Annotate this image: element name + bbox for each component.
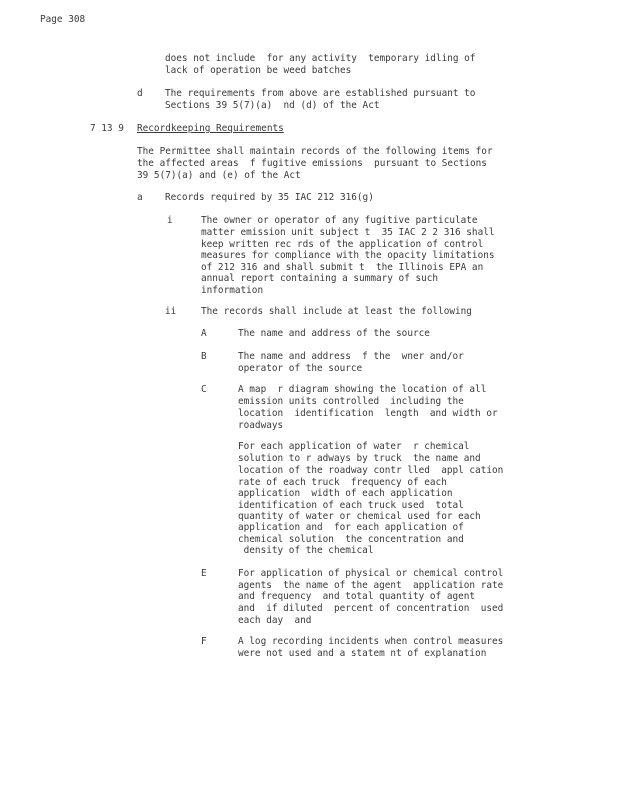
- item-i-line-1: The owner or operator of any fugitive particulate: [201, 215, 478, 226]
- section-number: 7 13 9: [90, 123, 124, 134]
- sub-b-line-1: The name and address f the wner and/or: [238, 351, 464, 362]
- sub-e-line-4: and if diluted percent of concentration used: [238, 603, 504, 614]
- sub-a-line-1: The name and address of the source: [238, 328, 430, 339]
- sub-e-line-5: each day and: [238, 615, 312, 626]
- sub-c-marker: C: [201, 384, 207, 395]
- section-intro-line-3: 39 5(7)(a) and (e) of the Act: [137, 170, 301, 181]
- sub-c-para-line-3: location of the roadway contr lled appl cation: [238, 465, 504, 476]
- sub-e-line-3: and frequency and total quantity of agent: [238, 591, 476, 602]
- item-ii-marker: ii: [165, 306, 177, 317]
- sub-f-marker: F: [201, 636, 207, 647]
- section-intro-line-2: the affected areas f fugitive emissions pursuant to Sections: [137, 158, 487, 169]
- sub-c-para-line-10: density of the chemical: [238, 545, 374, 556]
- sub-c-para-line-2: solution to r adways by truck the name and: [238, 453, 481, 464]
- sub-c-para-line-7: quantity of water or chemical used for each: [238, 511, 481, 522]
- item-i-line-5: of 212 316 and shall submit t the Illinois EPA an: [201, 262, 484, 273]
- item-d-marker: d: [137, 88, 143, 99]
- page-header: Page 308: [40, 14, 86, 25]
- sub-e-line-1: For application of physical or chemical control: [238, 568, 504, 579]
- item-i-marker: i: [167, 215, 173, 226]
- sub-f-line-1: A log recording incidents when control measures: [238, 636, 504, 647]
- item-i-line-7: information: [201, 285, 264, 296]
- item-d-line-2: Sections 39 5(7)(a) nd (d) of the Act: [165, 100, 380, 111]
- intro-line-1: does not include for any activity temporary idling of: [165, 53, 476, 64]
- item-i-line-2: matter emission unit subject t 35 IAC 2 2 316 shall: [201, 227, 495, 238]
- sub-c-line-3: location identification length and width or: [238, 408, 498, 419]
- sub-c-para-line-8: application and for each application of: [238, 522, 464, 533]
- sub-c-para-line-1: For each application of water r chemical: [238, 441, 470, 452]
- sub-a-marker: A: [201, 328, 207, 339]
- section-title: Recordkeeping Requirements: [137, 123, 284, 134]
- intro-line-2: lack of operation be weed batches: [165, 65, 352, 76]
- item-i-line-4: measures for compliance with the opacity limitations: [201, 250, 495, 261]
- sub-c-para-line-5: application width of each application: [238, 488, 453, 499]
- sub-c-para-line-6: identification of each truck used total: [238, 500, 464, 511]
- sub-b-marker: B: [201, 351, 207, 362]
- item-i-line-3: keep written rec rds of the application of control: [201, 239, 484, 250]
- section-intro-line-1: The Permittee shall maintain records of the following items for: [137, 146, 493, 157]
- item-ii-text: The records shall include at least the following: [201, 306, 472, 317]
- sub-c-line-1: A map r diagram showing the location of all: [238, 384, 487, 395]
- item-d-line-1: The requirements from above are established pursuant to: [165, 88, 476, 99]
- sub-e-line-2: agents the name of the agent application rate: [238, 580, 504, 591]
- sub-b-line-2: operator of the source: [238, 363, 363, 374]
- sub-f-line-2: were not used and a statem nt of explanation: [238, 648, 487, 659]
- item-a-text: Records required by 35 IAC 212 316(g): [165, 192, 374, 203]
- sub-c-para-line-4: rate of each truck frequency of each: [238, 477, 447, 488]
- sub-e-marker: E: [201, 568, 207, 579]
- sub-c-para-line-9: chemical solution the concentration and: [238, 534, 464, 545]
- item-a-marker: a: [137, 192, 143, 203]
- sub-c-line-4: roadways: [238, 420, 284, 431]
- sub-c-line-2: emission units controlled including the: [238, 396, 464, 407]
- item-i-line-6: annual report containing a summary of such: [201, 273, 439, 284]
